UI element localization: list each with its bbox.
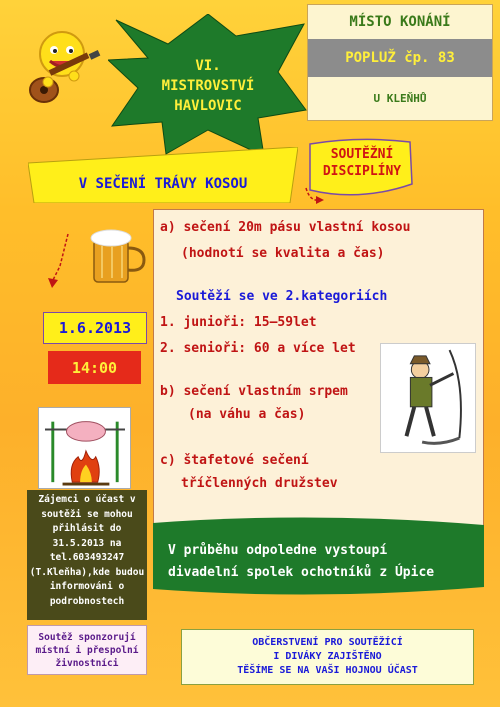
registration-line: tel.603493247 <box>49 552 125 563</box>
discipline-c: c) štafetové sečení <box>160 453 309 468</box>
spit-roast-icon <box>38 407 131 489</box>
subtitle-banner <box>28 147 298 203</box>
categories-heading: Soutěží se ve 2.kategoriích <box>176 289 388 304</box>
event-title-line: HAVLOVIC <box>174 98 242 114</box>
registration-line: podrobnostech <box>49 595 125 607</box>
refreshment-line: OBČERSTVENÍ PRO SOUTĚŽÍCÍ <box>252 637 403 648</box>
registration-line: 31.5.2013 na <box>52 537 122 549</box>
discipline-b: b) sečení vlastním srpem <box>160 384 348 399</box>
registration-line: soutěži se mohou <box>41 508 133 520</box>
disciplines-tag-line: SOUTĚŽNÍ <box>330 147 394 162</box>
sponsor-line: živnostníci <box>55 657 119 669</box>
performance-line: V průběhu odpoledne vystoupí <box>168 543 388 558</box>
refreshment-line: TĚŠÍME SE NA VAŠI HOJNOU ÚČAST <box>237 665 418 676</box>
smiley-guitar-icon <box>18 18 110 108</box>
event-title <box>108 56 308 116</box>
sponsor-line: Soutěž sponzorují <box>38 631 136 643</box>
event-subtitle: V SEČENÍ TRÁVY KOSOU <box>78 176 248 192</box>
event-time: 14:00 <box>48 351 141 384</box>
mower-man-icon <box>380 343 476 453</box>
sponsor-line: místní i přespolní <box>35 644 139 656</box>
discipline-b-note: (na váhu a čas) <box>188 407 306 422</box>
discipline-a-note: (hodnotí se kvalita a čas) <box>181 246 385 261</box>
registration-info <box>27 490 147 620</box>
venue-note: U KLEŇHŮ <box>308 77 492 120</box>
category-seniors: 2. senioři: 60 a více let <box>160 341 356 356</box>
discipline-a: a) sečení 20m pásu vlastní kosou <box>160 220 411 235</box>
beer-mug-icon <box>88 226 148 286</box>
performance-text <box>168 540 478 584</box>
sponsor-info <box>27 625 147 675</box>
dashed-arrow-icon <box>40 232 80 290</box>
event-title-line: VI. <box>195 58 221 74</box>
discipline-c-note: tříčlenných družstev <box>181 476 338 491</box>
event-title-line: MISTROVSTVÍ <box>161 78 255 94</box>
registration-line: přihlásit do <box>52 523 122 534</box>
refreshment-line: I DIVÁKY ZAJIŠTĚNO <box>273 651 382 662</box>
registration-line: Zájemci o účast v <box>38 494 136 505</box>
category-juniors: 1. junioři: 15—59let <box>160 315 317 330</box>
performance-line: divadelní spolek ochotníků z Úpice <box>168 565 435 580</box>
refreshment-info <box>181 629 474 685</box>
venue-address: POPLUŽ čp. 83 <box>308 39 492 77</box>
event-date: 1.6.2013 <box>43 312 147 344</box>
registration-line: (T.Kleňha),kde budou <box>29 566 145 578</box>
registration-line: informováni o <box>49 581 125 592</box>
venue-box <box>307 4 493 121</box>
disciplines-tag-line: DISCIPLÍNY <box>322 164 402 179</box>
venue-label: MÍSTO KONÁNÍ <box>308 5 492 39</box>
disciplines-tag <box>312 146 412 180</box>
